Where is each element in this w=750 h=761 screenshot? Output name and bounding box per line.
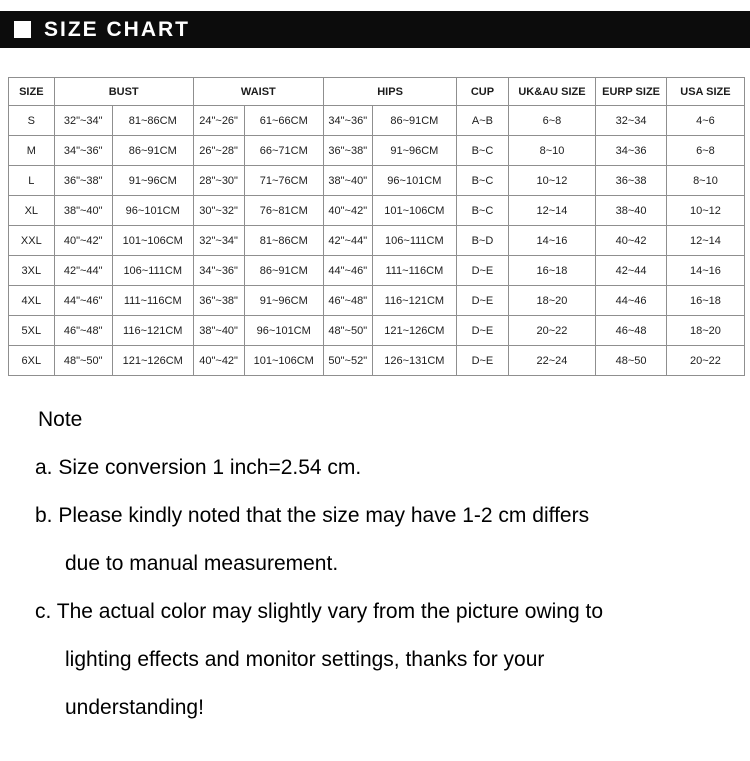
size-value-cell: 46"~48" [323, 286, 372, 316]
size-value-cell: 101~106CM [112, 226, 193, 256]
size-value-cell: 36"~38" [193, 286, 244, 316]
size-value-cell: 36"~38" [323, 136, 372, 166]
size-value-cell: 48"~50" [54, 346, 112, 376]
size-value-cell: 16~18 [508, 256, 596, 286]
size-value-cell: 116~121CM [372, 286, 457, 316]
size-value-cell: 38"~40" [323, 166, 372, 196]
size-value-cell: 4~6 [666, 106, 744, 136]
size-value-cell: 6~8 [666, 136, 744, 166]
size-value-cell: 50"~52" [323, 346, 372, 376]
size-value-cell: 81~86CM [244, 226, 323, 256]
size-value-cell: 101~106CM [372, 196, 457, 226]
size-value-cell: 36~38 [596, 166, 667, 196]
header-cup: CUP [457, 78, 509, 106]
table-row [9, 196, 745, 226]
size-value-cell: 121~126CM [112, 346, 193, 376]
size-value-cell: 18~20 [666, 316, 744, 346]
table-row [9, 166, 745, 196]
size-value-cell: 20~22 [666, 346, 744, 376]
size-value-cell: 106~111CM [372, 226, 457, 256]
size-value-cell: 71~76CM [244, 166, 323, 196]
size-value-cell: 46~48 [596, 316, 667, 346]
size-label-cell: M [9, 136, 55, 166]
size-label-cell: XXL [9, 226, 55, 256]
size-value-cell: 42"~44" [54, 256, 112, 286]
size-value-cell: 34"~36" [54, 136, 112, 166]
size-chart-banner [0, 11, 750, 48]
size-value-cell: 30"~32" [193, 196, 244, 226]
banner-title: SIZE CHART [44, 17, 190, 41]
size-value-cell: 91~96CM [372, 136, 457, 166]
header-waist: WAIST [193, 78, 323, 106]
size-value-cell: 96~101CM [244, 316, 323, 346]
square-bullet-icon [14, 21, 31, 38]
size-value-cell: 22~24 [508, 346, 596, 376]
size-value-cell: 10~12 [666, 196, 744, 226]
table-header-row [9, 78, 745, 106]
size-label-cell: L [9, 166, 55, 196]
size-value-cell: 20~22 [508, 316, 596, 346]
header-bust: BUST [54, 78, 193, 106]
header-ukau-size: UK&AU SIZE [508, 78, 596, 106]
size-value-cell: 121~126CM [372, 316, 457, 346]
table-row [9, 286, 745, 316]
size-value-cell: 48~50 [596, 346, 667, 376]
size-label-cell: 5XL [9, 316, 55, 346]
size-value-cell: 66~71CM [244, 136, 323, 166]
size-value-cell: 38~40 [596, 196, 667, 226]
size-value-cell: D~E [457, 286, 509, 316]
size-value-cell: 101~106CM [244, 346, 323, 376]
size-value-cell: 76~81CM [244, 196, 323, 226]
size-value-cell: 91~96CM [244, 286, 323, 316]
size-value-cell: 106~111CM [112, 256, 193, 286]
size-label-cell: 6XL [9, 346, 55, 376]
size-value-cell: 26"~28" [193, 136, 244, 166]
size-value-cell: 38"~40" [193, 316, 244, 346]
note-line: c. The actual color may slightly vary from the picture owing to [35, 600, 604, 623]
table-row [9, 106, 745, 136]
size-label-cell: XL [9, 196, 55, 226]
size-value-cell: 86~91CM [372, 106, 457, 136]
size-value-cell: 48"~50" [323, 316, 372, 346]
size-value-cell: 16~18 [666, 286, 744, 316]
size-value-cell: 32"~34" [54, 106, 112, 136]
size-value-cell: 40"~42" [323, 196, 372, 226]
size-value-cell: B~C [457, 136, 509, 166]
table-row [9, 316, 745, 346]
size-value-cell: 34"~36" [193, 256, 244, 286]
size-value-cell: 111~116CM [112, 286, 193, 316]
size-value-cell: 42~44 [596, 256, 667, 286]
size-value-cell: 34~36 [596, 136, 667, 166]
size-value-cell: B~C [457, 166, 509, 196]
size-value-cell: D~E [457, 346, 509, 376]
header-usa-size: USA SIZE [666, 78, 744, 106]
table-row [9, 346, 745, 376]
notes-heading: Note [38, 408, 83, 431]
size-value-cell: 46"~48" [54, 316, 112, 346]
size-value-cell: 8~10 [508, 136, 596, 166]
size-value-cell: 10~12 [508, 166, 596, 196]
size-value-cell: 34"~36" [323, 106, 372, 136]
size-value-cell: 111~116CM [372, 256, 457, 286]
size-value-cell: 86~91CM [112, 136, 193, 166]
size-value-cell: 81~86CM [112, 106, 193, 136]
size-value-cell: 96~101CM [112, 196, 193, 226]
size-value-cell: 91~96CM [112, 166, 193, 196]
size-value-cell: 8~10 [666, 166, 744, 196]
size-value-cell: 44"~46" [323, 256, 372, 286]
size-value-cell: 6~8 [508, 106, 596, 136]
size-chart-table [8, 77, 745, 376]
size-value-cell: 116~121CM [112, 316, 193, 346]
note-line: lighting effects and monitor settings, thanks for your [65, 648, 545, 671]
size-value-cell: B~C [457, 196, 509, 226]
size-value-cell: 38"~40" [54, 196, 112, 226]
size-value-cell: 44~46 [596, 286, 667, 316]
size-label-cell: 4XL [9, 286, 55, 316]
note-line: b. Please kindly noted that the size may have 1-2 cm differs [35, 504, 590, 527]
header-eurp-size: EURP SIZE [596, 78, 667, 106]
size-value-cell: B~D [457, 226, 509, 256]
size-value-cell: 126~131CM [372, 346, 457, 376]
size-value-cell: 28"~30" [193, 166, 244, 196]
size-value-cell: 40"~42" [193, 346, 244, 376]
table-row [9, 136, 745, 166]
size-value-cell: 12~14 [508, 196, 596, 226]
size-value-cell: 12~14 [666, 226, 744, 256]
size-value-cell: 96~101CM [372, 166, 457, 196]
note-line: due to manual measurement. [65, 552, 339, 575]
size-value-cell: D~E [457, 316, 509, 346]
size-value-cell: 24"~26" [193, 106, 244, 136]
size-value-cell: 14~16 [666, 256, 744, 286]
size-value-cell: 44"~46" [54, 286, 112, 316]
table-row [9, 256, 745, 286]
size-value-cell: 40"~42" [54, 226, 112, 256]
size-value-cell: A~B [457, 106, 509, 136]
size-value-cell: 42"~44" [323, 226, 372, 256]
size-value-cell: 32"~34" [193, 226, 244, 256]
table-row [9, 226, 745, 256]
notes-section [0, 396, 750, 732]
size-value-cell: 61~66CM [244, 106, 323, 136]
size-value-cell: D~E [457, 256, 509, 286]
note-line: a. Size conversion 1 inch=2.54 cm. [35, 456, 362, 479]
size-value-cell: 18~20 [508, 286, 596, 316]
note-line: understanding! [65, 696, 204, 719]
size-value-cell: 14~16 [508, 226, 596, 256]
size-value-cell: 86~91CM [244, 256, 323, 286]
size-value-cell: 32~34 [596, 106, 667, 136]
size-value-cell: 36"~38" [54, 166, 112, 196]
size-label-cell: 3XL [9, 256, 55, 286]
size-value-cell: 40~42 [596, 226, 667, 256]
header-size: SIZE [9, 78, 55, 106]
size-label-cell: S [9, 106, 55, 136]
header-hips: HIPS [323, 78, 456, 106]
